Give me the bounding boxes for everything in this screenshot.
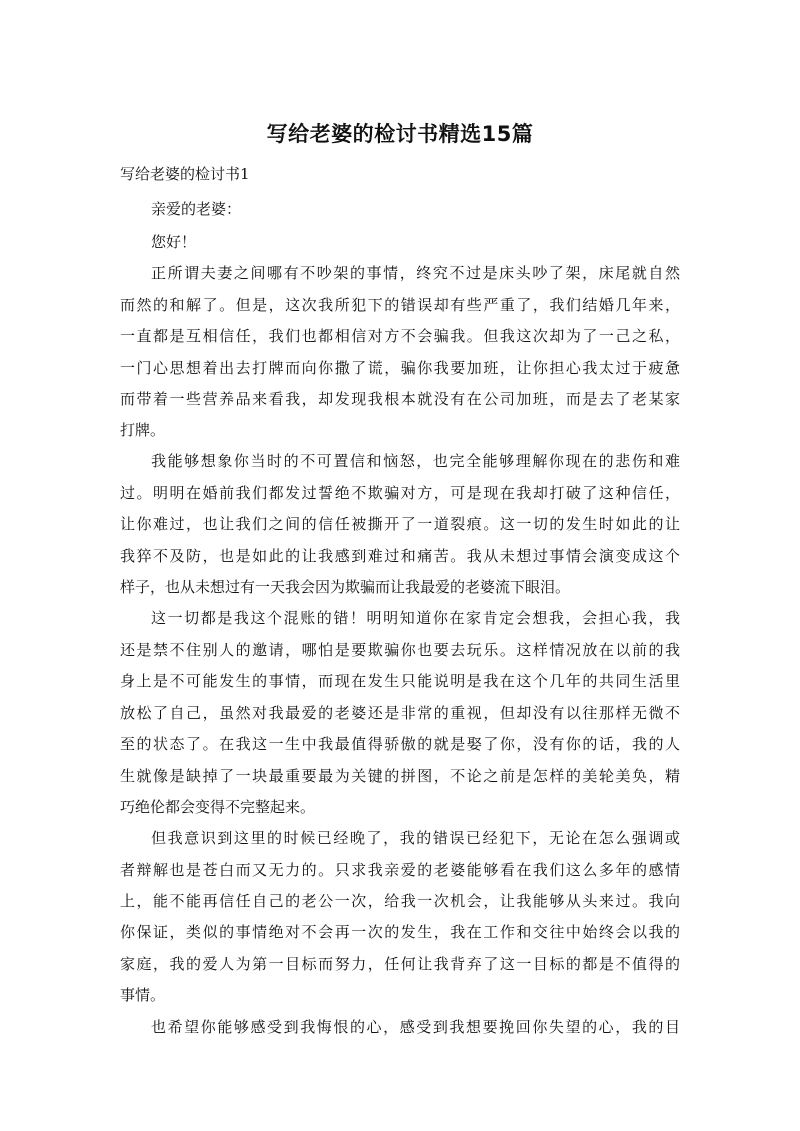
paragraph-3-line: 还是禁不住别人的邀请，哪怕是要欺骗你也要去玩乐。这样情况放在以前的我 [120,641,680,659]
paragraph-3-line: 巧绝伦都会变得不完整起来。 [120,798,316,816]
paragraph-3-line: 这一切都是我这个混账的错！明明知道你在家肯定会想我，会担心我，我 [151,609,680,627]
paragraph-2-line: 让你难过，也让我们之间的信任被撕开了一道裂痕。这一切的发生时如此的让 [120,515,680,533]
paragraph-2-line: 我能够想象你当时的不可置信和恼怒，也完全能够理解你现在的悲伤和难 [151,452,680,470]
section-heading: 写给老婆的检讨书1 [120,165,250,183]
paragraph-4-line: 但我意识到这里的时候已经晚了，我的错误已经犯下，无论在怎么强调或 [151,829,680,847]
paragraph-4-line: 者辩解也是苍白而又无力的。只求我亲爱的老婆能够看在我们这么多年的感情 [120,861,680,879]
paragraph-4-line: 家庭，我的爱人为第一目标而努力，任何让我背弃了这一目标的都是不值得的 [120,955,680,973]
paragraph-3-line: 放松了自己，虽然对我最爱的老婆还是非常的重视，但却没有以往那样无微不 [120,704,680,722]
paragraph-1-line: 一门心思想着出去打牌而向你撒了谎，骗你我要加班，让你担心我太过于疲惫 [120,359,680,377]
paragraph-1-line: 而然的和解了。但是，这次我所犯下的错误却有些严重了，我们结婚几年来， [120,296,680,314]
paragraph-4-line: 上，能不能再信任自己的老公一次，给我一次机会，让我能够从头来过。我向 [120,892,680,910]
paragraph-3-line: 至的状态了。在我这一生中我最值得骄傲的就是娶了你，没有你的话，我的人 [120,735,680,753]
paragraph-4-line: 事情。 [120,986,166,1004]
paragraph-2-line: 样子，也从未想过有一天我会因为欺骗而让我最爱的老婆流下眼泪。 [120,578,571,596]
paragraph-1-line: 正所谓夫妻之间哪有不吵架的事情，终究不过是床头吵了架，床尾就自然 [151,264,680,282]
paragraph-4-line: 你保证，类似的事情绝对不会再一次的发生，我在工作和交往中始终会以我的 [120,923,680,941]
greeting: 您好！ [151,233,197,251]
paragraph-2-line: 过。明明在婚前我们都发过誓绝不欺骗对方，可是现在我却打破了这种信任， [120,484,680,502]
document-title: 写给老婆的检讨书精选15篇 [266,122,534,146]
paragraph-5-line: 也希望你能够感受到我悔恨的心，感受到我想要挽回你失望的心，我的目 [151,1018,680,1036]
paragraph-2-line: 我猝不及防，也是如此的让我感到难过和痛苦。我从未想过事情会演变成这个 [120,547,680,565]
paragraph-3-line: 生就像是缺掉了一块最重要最为关键的拼图，不论之前是怎样的美轮美奂，精 [120,767,680,785]
paragraph-1-line: 打牌。 [120,421,166,439]
paragraph-1-line: 一直都是互相信任，我们也都相信对方不会骗我。但我这次却为了一己之私， [120,327,680,345]
paragraph-3-line: 身上是不可能发生的事情，而现在发生只能说明是我在这个几年的共同生活里 [120,672,680,690]
paragraph-1-line: 而带着一些营养品来看我，却发现我根本就没有在公司加班，而是去了老某家 [120,390,680,408]
salutation: 亲爱的老婆： [151,200,242,218]
